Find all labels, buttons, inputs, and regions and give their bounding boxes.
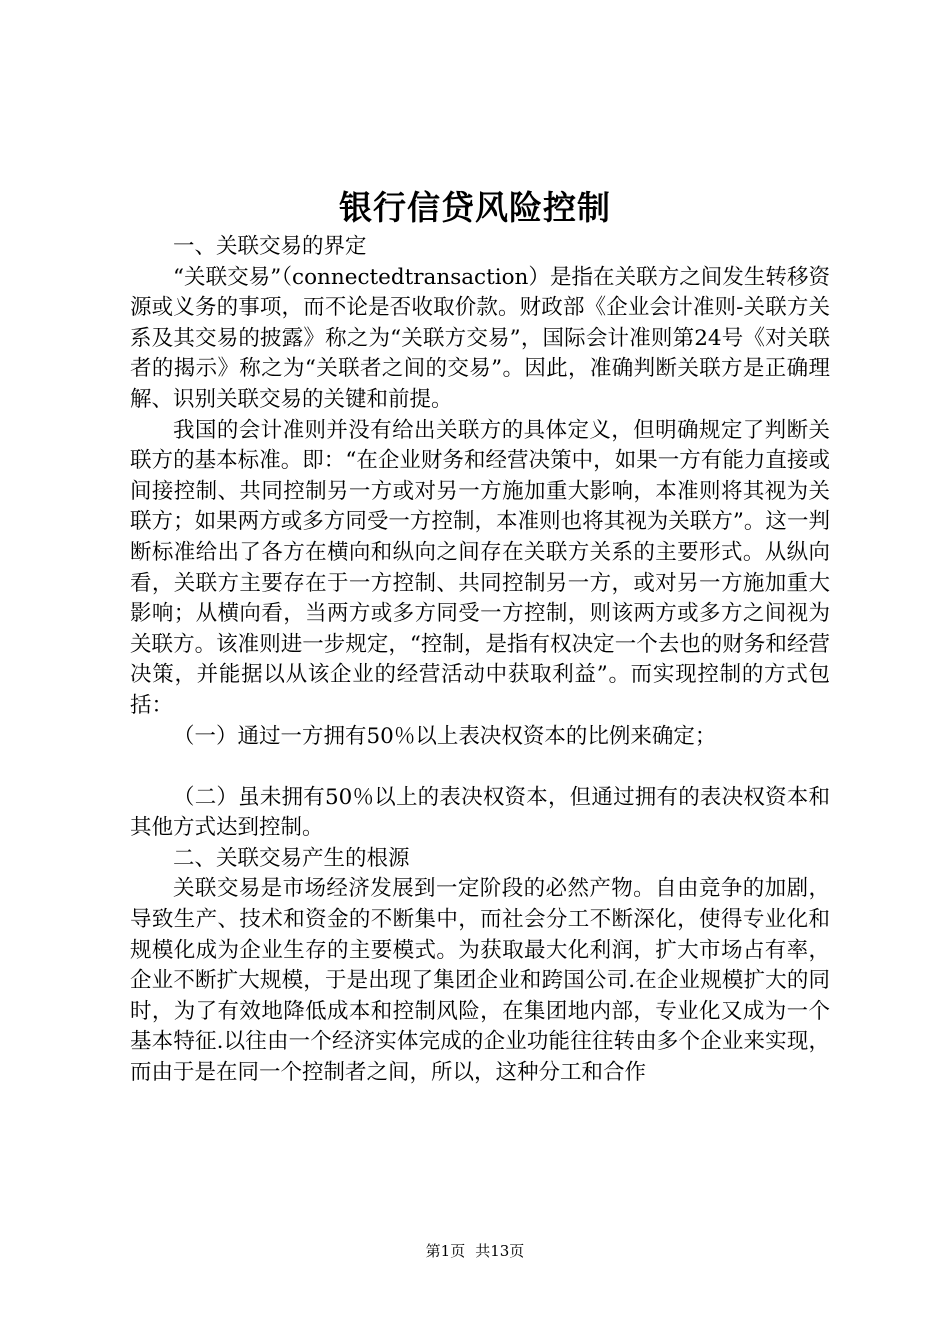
- list-item: （二）虽未拥有50％以上的表决权资本，但通过拥有的表决权资本和其他方式达到控制。: [130, 784, 830, 841]
- page-footer: [0, 1240, 950, 1262]
- page-total: 共13页: [475, 1242, 525, 1260]
- paragraph: “关联交易”（connectedtransaction）是指在关联方之间发生转移资源或义务的事项，而不论是否收取价款。财政部《企业会计准则-关联方关系及其交易的披露》称之为“关联方交易”，国际会计准则第24号《对关联者的揭示》称之为“关联者之间的交易”。因此，准确判断关联方是正确理解、识别关联交易的关键和前提。: [130, 264, 830, 412]
- page-title: 银行信贷风险控制: [339, 188, 611, 227]
- paragraph: 我国的会计准则并没有给出关联方的具体定义，但明确规定了判断关联方的基本标准。即：“在企业财务和经营决策中，如果一方有能力直接或间接控制、共同控制另一方或对另一方施加重大影响，本准则将其视为关联方；如果两方或多方同受一方控制，本准则也将其视为关联方”。这一判断标准给出了各方在横向和纵向之间存在关联方关系的主要形式。从纵向看，关联方主要存在于一方控制、共同控制另一方，或对另一方施加重大影响；从横向看，当两方或多方同受一方控制，则该两方或多方之间视为关联方。该准则进一步规定，“控制，是指有权决定一个去也的财务和经营决策，并能据以从该企业的经营活动中获取利益”。而实现控制的方式包括：: [130, 417, 830, 718]
- document-body: [130, 232, 830, 1089]
- paragraph: 关联交易是市场经济发展到一定阶段的必然产物。自由竞争的加剧，导致生产、技术和资金的不断集中，而社会分工不断深化，使得专业化和规模化成为企业生存的主要模式。为获取最大化利润，扩大市场占有率，企业不断扩大规模，于是出现了集团企业和跨国公司.在企业规模扩大的同时，为了有效地降低成本和控制风险，在集团地内部，专业化又成为一个基本特征.以往由一个经济实体完成的企业功能往往转由多个企业来实现，而由于是在同一个控制者之间，所以，这种分工和合作: [130, 876, 830, 1086]
- page-number: 第1页: [425, 1242, 466, 1260]
- list-item: （一）通过一方拥有50％以上表决权资本的比例来确定；: [173, 723, 717, 749]
- section-heading-definition: 一、关联交易的界定: [173, 234, 367, 259]
- section-heading-origin: 二、关联交易产生的根源: [173, 845, 410, 871]
